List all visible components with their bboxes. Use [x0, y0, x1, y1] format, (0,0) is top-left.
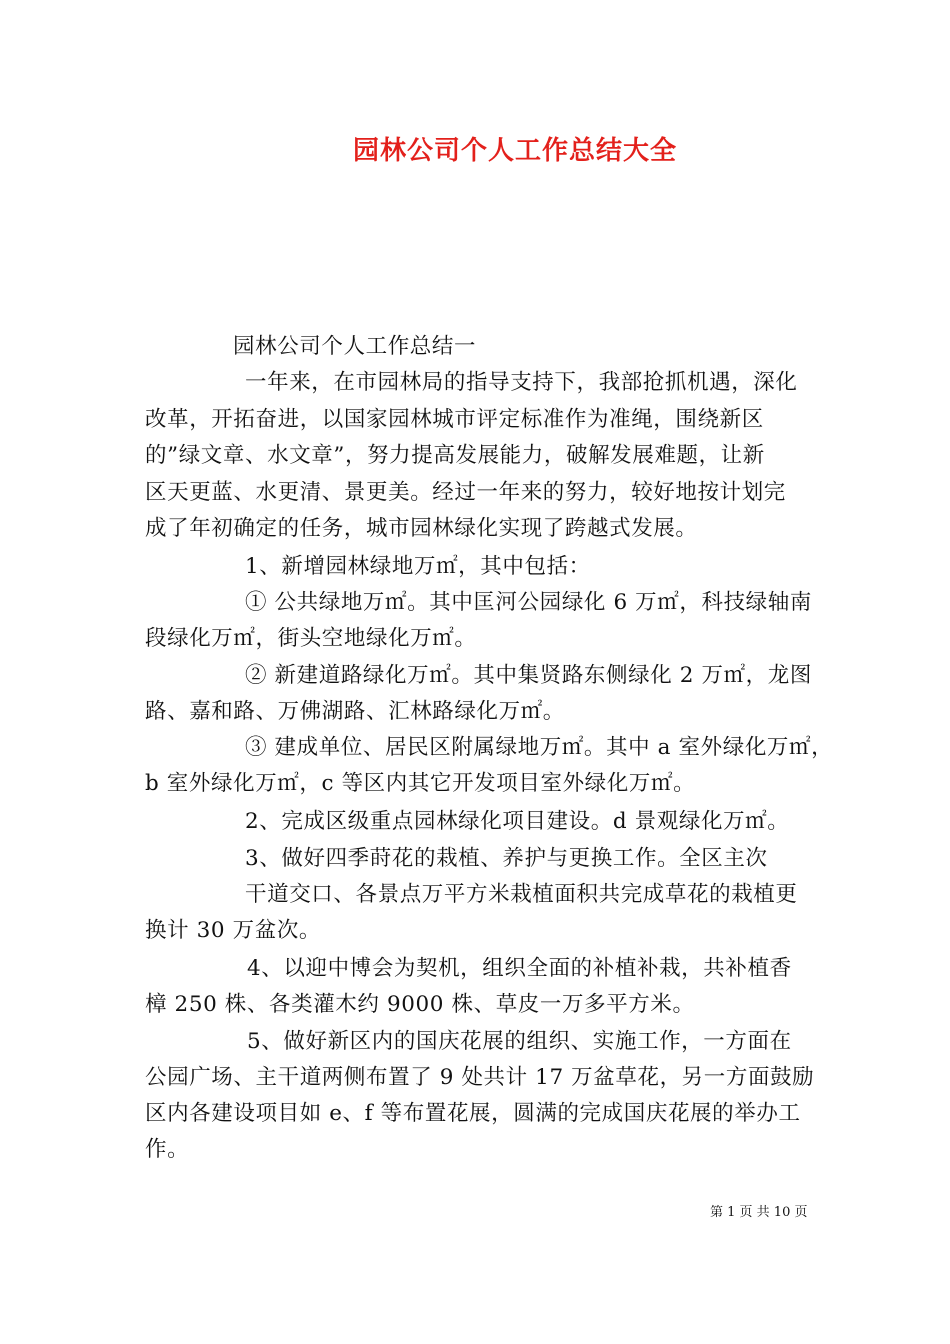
body-line: ① 公共绿地万㎡。其中匡河公园绿化 6 万㎡，科技绿轴南	[245, 590, 812, 615]
body-line: 区天更蓝、水更清、景更美。经过一年来的努力，较好地按计划完	[145, 480, 786, 505]
document-title: 园林公司个人工作总结大全	[352, 136, 677, 166]
body-line: ③ 建成单位、居民区附属绿地万㎡。其中 a 室外绿化万㎡，	[245, 735, 834, 760]
body-line: 成了年初确定的任务，城市园林绿化实现了跨越式发展。	[145, 516, 698, 541]
body-line: 干道交口、各景点万平方米栽植面积共完成草花的栽植更	[245, 882, 798, 907]
body-line: 作。	[145, 1137, 190, 1162]
body-line: 园林公司个人工作总结一	[233, 334, 477, 359]
body-line: 一年来，在市园林局的指导支持下，我部抢抓机遇，深化	[245, 370, 798, 395]
body-line: 3、做好四季莳花的栽植、养护与更换工作。全区主次	[245, 846, 768, 871]
body-line: 樟 250 株、各类灌木约 9000 株、草皮一万多平方米。	[145, 992, 695, 1017]
body-line: 换计 30 万盆次。	[145, 918, 322, 943]
page-footer: 第 1 页 共 10 页	[710, 1205, 808, 1220]
body-line: 公园广场、主干道两侧布置了 9 处共计 17 万盆草花，另一方面鼓励	[145, 1065, 815, 1090]
body-line: 1、新增园林绿地万㎡，其中包括：	[245, 554, 591, 579]
body-line: 4、以迎中博会为契机，组织全面的补植补栽，共补植香	[247, 956, 792, 981]
body-line: ② 新建道路绿化万㎡。其中集贤路东侧绿化 2 万㎡，龙图	[245, 663, 812, 688]
body-line: 段绿化万㎡，街头空地绿化万㎡。	[145, 626, 477, 651]
body-line: 改革，开拓奋进，以国家园林城市评定标准作为准绳，围绕新区	[145, 407, 764, 432]
body-line: 路、嘉和路、万佛湖路、汇林路绿化万㎡。	[145, 699, 565, 724]
body-line: 的”绿文章、水文章”，努力提高发展能力，破解发展难题，让新	[145, 443, 765, 468]
body-line: 5、做好新区内的国庆花展的组织、实施工作，一方面在	[247, 1029, 792, 1054]
body-line: 区内各建设项目如 e、f 等布置花展，圆满的完成国庆花展的举办工	[145, 1101, 801, 1126]
body-line: 2、完成区级重点园林绿化项目建设。d 景观绿化万㎡。	[245, 809, 790, 834]
body-line: b 室外绿化万㎡，c 等区内其它开发项目室外绿化万㎡。	[145, 771, 696, 796]
